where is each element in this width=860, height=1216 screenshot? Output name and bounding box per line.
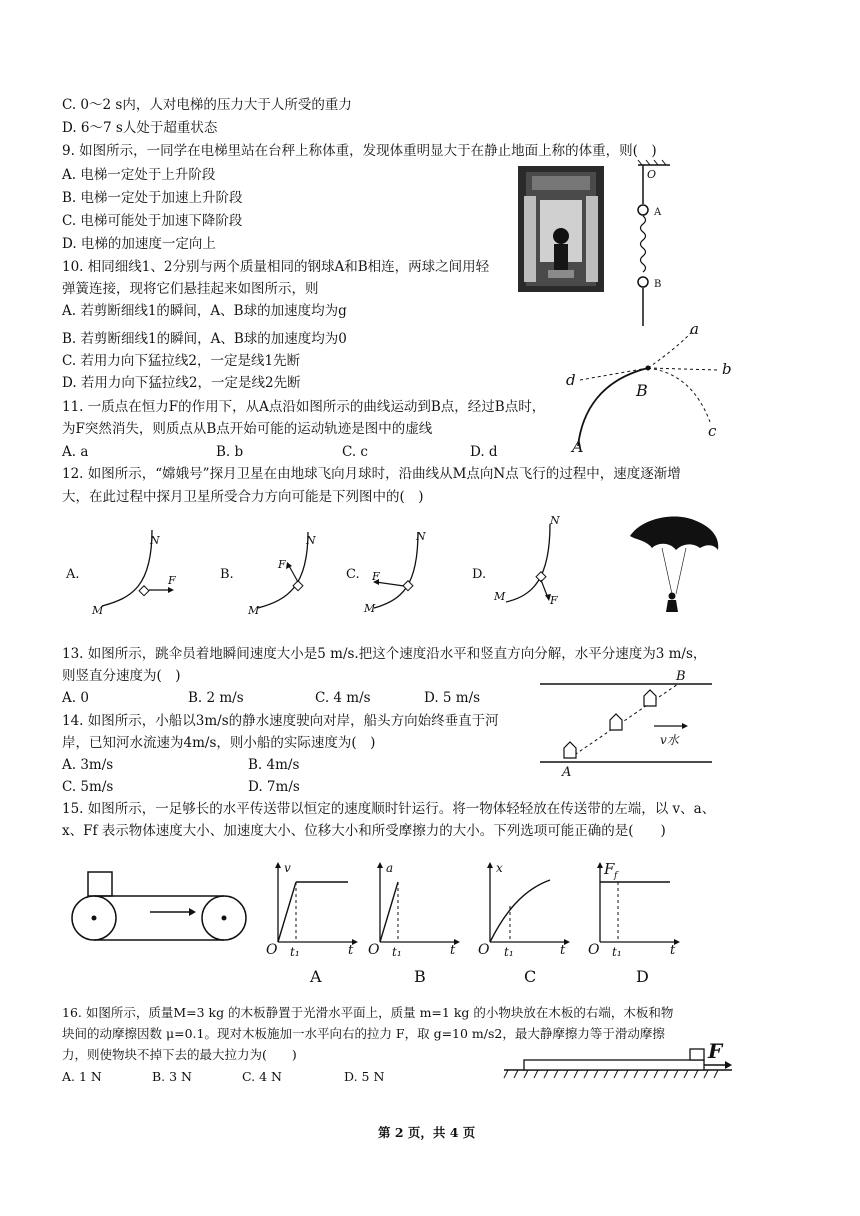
q9-elevator-photo [518,166,604,292]
q14-label-a: A [562,765,572,780]
q12-d-f: F [550,594,558,607]
q11-option-c: C. c [342,444,368,460]
page-footer: 第 2 页，共 4 页 [378,1125,476,1140]
q15-c-t: t [560,943,566,958]
q15-b-axis-a: a [386,861,394,875]
q15-c-origin: O [478,942,490,958]
q12-option-a-label: A. [66,567,80,582]
q15-d-t1: t₁ [612,945,622,959]
q12-stem-2: 大，在此过程中探月卫星所受合力方向可能是下列图中的( ) [62,489,424,505]
q14-option-a: A. 3m/s [62,757,114,773]
q15-a-t: t [348,943,354,958]
q10-label-o: O [647,168,657,181]
q14-label-v: v水 [660,733,679,747]
q15-graph-d-label: D [636,967,649,986]
q10-stem-2: 弹簧连接，现将它们悬挂起来如图所示，则 [62,281,319,297]
q15-d-axis-f: F [604,860,615,878]
q13-parachute-picture [626,514,722,618]
q10-spring-diagram [628,160,684,330]
q15-graph-a [266,858,366,986]
q16-stem-2: 块间的动摩擦因数 μ=0.1。现对木板施加一水平向右的拉力 F，取 g=10 m/s2，最大静摩擦力等于滑动摩擦 [62,1026,665,1041]
q11-label-point-b: B [636,381,648,400]
q11-curve-ab [578,368,648,446]
q10-ball-a [638,205,648,215]
q15-graph-a-label: A [310,967,322,986]
q11-label-c: c [708,422,717,440]
q15-a-t1: t₁ [290,945,300,959]
q15-c-axis-x: x [496,861,503,875]
q12-b-f: F [278,558,286,571]
q11-line-b [648,368,718,370]
q11-line-a [648,330,694,368]
q10-option-d: D. 若用力向下猛拉线2，一定是线2先断 [62,375,301,391]
option-d-prev: D. 6～7 s人处于超重状态 [62,120,218,136]
q10-option-b: B. 若剪断细线1的瞬间，A、B球的加速度均为0 [62,331,347,347]
q15-graph-c [478,858,578,986]
q11-stem-2: 为F突然消失，则质点从B点开始可能的运动轨迹是图中的虚线 [62,421,433,437]
q12-option-b-label: B. [220,567,234,582]
q14-boat-1 [564,742,576,758]
q12-c-m: M [364,602,376,615]
q12-d-n: N [550,514,560,527]
q12-option-c-label: C. [346,567,360,582]
q9-option-d: D. 电梯的加速度一定向上 [62,236,216,252]
q15-c-t1: t₁ [504,945,514,959]
q12-stem-1: 12. 如图所示，“嫦娥号”探月卫星在由地球飞向月球时，沿曲线从M点向N点飞行的过程中，速度逐渐增 [62,466,681,482]
q10-label-b: B [654,279,662,290]
q16-board-diagram [500,1038,740,1082]
q16-option-d: D. 5 N [344,1069,385,1084]
q11-label-b: b [722,360,732,378]
q13-option-b: B. 2 m/s [188,690,244,706]
q15-d-t: t [670,943,676,958]
q11-line-c [648,368,710,422]
q13-option-a: A. 0 [62,690,89,706]
q16-option-a: A. 1 N [62,1069,102,1084]
q13-stem-1: 13. 如图所示，跳伞员着地瞬间速度大小是5 m/s.把这个速度沿水平和竖直方向分解，水平分速度为3 m/s， [62,646,707,662]
q9-option-a: A. 电梯一定处于上升阶段 [62,167,216,183]
q12-option-d-label: D. [472,567,487,582]
q14-river-diagram [536,670,716,780]
q11-option-d: D. d [470,444,498,460]
q16-option-c: C. 4 N [242,1069,282,1084]
q16-stem-1: 16. 如图所示，质量M=3 kg 的木板静置于光滑水平面上，质量 m=1 kg 的小物块放在木板的右端，木板和物 [62,1005,674,1020]
q14-option-b: B. 4m/s [248,757,300,773]
q12-a-m: M [92,604,104,617]
q15-graph-c-label: C [524,967,537,986]
q15-b-origin: O [368,942,380,958]
q11-option-b: B. b [216,444,244,460]
q9-option-c: C. 电梯可能处于加速下降阶段 [62,213,243,229]
q9-stem: 9. 如图所示，一同学在电梯里站在台秤上称体重，发现体重明显大于在静止地面上称的体重，则( ) [62,143,657,159]
q14-option-c: C. 5m/s [62,779,114,795]
q15-d-axis-sub: f [614,871,618,881]
q10-option-c: C. 若用力向下猛拉线2，一定是线1先断 [62,353,301,369]
q11-line-d [580,368,648,380]
q13-stem-2: 则竖直分速度为( ) [62,668,181,684]
q15-a-axis-v: v [284,861,291,875]
q16-block [690,1049,704,1060]
q11-option-a: A. a [62,444,89,460]
q12-c-n: N [416,530,426,543]
q10-label-a: A [654,207,662,218]
q14-label-b: B [676,669,686,684]
q15-graph-b [368,858,468,986]
q14-boat-2 [610,714,622,730]
q12-b-n: N [306,534,316,547]
q13-option-c: C. 4 m/s [315,690,371,706]
q15-block [88,872,112,896]
q12-c-f: F [372,570,380,583]
option-c-prev: C. 0～2 s内，人对电梯的压力大于人所受的重力 [62,97,352,113]
q15-stem-1: 15. 如图所示，一足够长的水平传送带以恒定的速度顺时针运行。将一物体轻轻放在传送带的左端，以 v、a、 [62,801,716,817]
q15-a-origin: O [266,942,278,958]
q14-stem-2: 岸，已知河水流速为4m/s，则小船的实际速度为( ) [62,735,376,751]
q15-graph-d [588,858,688,986]
q12-a-n: N [150,534,160,547]
q11-label-a: a [690,320,699,338]
q12-d-m: M [494,590,506,603]
q16-board [524,1060,704,1070]
q14-option-d: D. 7m/s [248,779,300,795]
q15-conveyor-diagram [68,866,252,948]
q9-option-b: B. 电梯一定处于加速上升阶段 [62,190,243,206]
q10-option-a: A. 若剪断细线1的瞬间，A、B球的加速度均为g [62,303,347,319]
q11-label-d: d [566,371,576,389]
q15-graph-b-label: B [414,967,426,986]
q15-stem-2: x、Ff 表示物体速度大小、加速度大小、位移大小和所受摩擦力的大小。下列选项可能正确的是( ) [62,823,666,839]
q12-options-diagram [62,510,562,620]
q16-stem-3: 力，则使物块不掉下去的最大拉力为( ) [62,1047,297,1062]
q12-a-f: F [168,574,176,587]
q16-option-b: B. 3 N [152,1069,192,1084]
q16-label-f: F [708,1039,723,1063]
q11-label-point-a: A [572,437,584,456]
q14-boat-3 [644,690,656,706]
q11-stem-1: 11. 一质点在恒力F的作用下，从A点沿如图所示的曲线运动到B点，经过B点时， [62,399,546,415]
q11-trajectory-diagram [560,320,740,456]
q13-option-d: D. 5 m/s [424,690,481,706]
q10-stem-1: 10. 相同细线1、2分别与两个质量相同的钢球A和B相连，两球之间用轻 [62,259,490,275]
q15-b-t1: t₁ [392,945,402,959]
q15-b-t: t [450,943,456,958]
q12-b-m: M [248,604,260,617]
q15-d-origin: O [588,942,600,958]
q10-spring [641,216,646,272]
q14-stem-1: 14. 如图所示，小船以3m/s的静水速度驶向对岸，船头方向始终垂直于河 [62,713,499,729]
q10-ball-b [638,277,648,287]
